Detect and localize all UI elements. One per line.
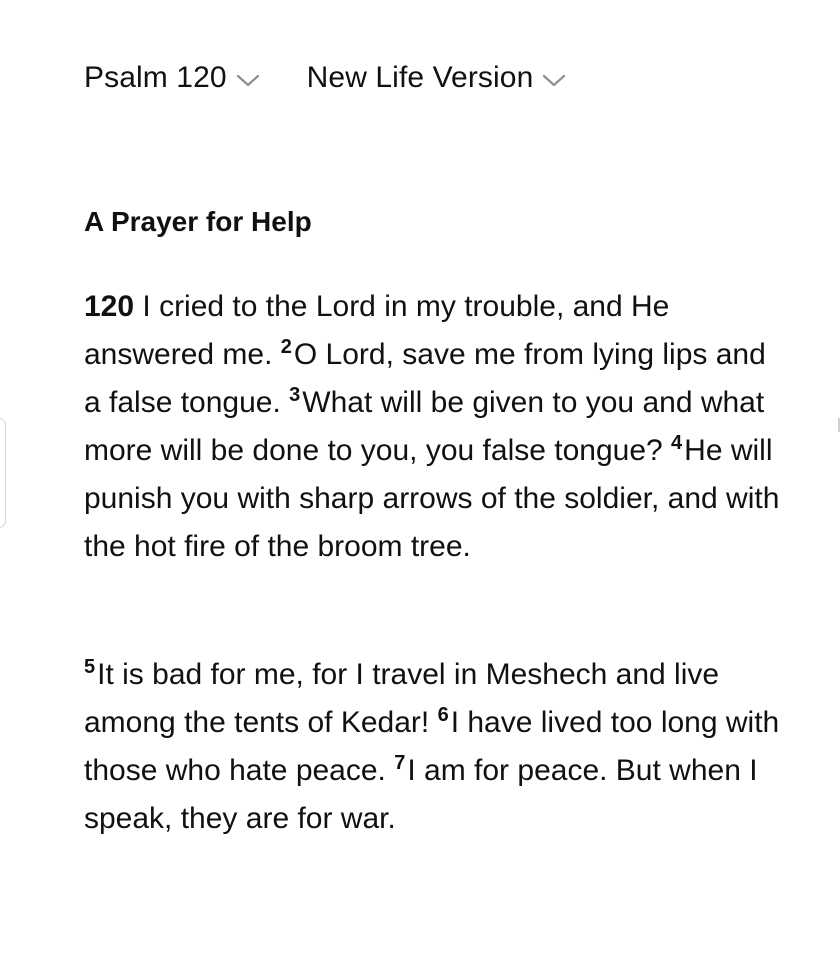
verse-number: 3 bbox=[289, 384, 301, 406]
chapter-selector[interactable] bbox=[84, 61, 261, 95]
verse-text[interactable]: I cried to the Lord in my trouble, and He answered me. bbox=[84, 290, 670, 371]
verse-text[interactable]: O Lord, save me from lying lips and a false tongue. bbox=[84, 338, 766, 419]
verse-number: 4 bbox=[671, 432, 683, 454]
verse-text[interactable]: I have lived too long with those who hate peace. bbox=[84, 706, 780, 787]
scripture-paragraph bbox=[84, 283, 784, 571]
verse-number: 5 bbox=[84, 656, 96, 678]
scripture-paragraph bbox=[84, 651, 784, 843]
verse-number: 7 bbox=[394, 752, 406, 774]
chevron-down-icon bbox=[541, 73, 567, 89]
verse-text[interactable]: It is bad for me, for I travel in Meshech and live among the tents of Kedar! bbox=[84, 658, 720, 739]
verse-text[interactable]: I am for peace. But when I speak, they are for war. bbox=[84, 754, 758, 835]
section-heading: A Prayer for Help bbox=[84, 206, 312, 237]
reader-header bbox=[84, 56, 567, 100]
side-panel-handle[interactable] bbox=[0, 418, 6, 528]
chevron-down-icon bbox=[235, 73, 261, 89]
verse-number: 2 bbox=[280, 336, 292, 358]
version-selector-label: New Life Version bbox=[306, 61, 534, 94]
verse-text[interactable]: He will punish you with sharp arrows of the soldier, and with the hot fire of the broom tree. bbox=[84, 434, 780, 563]
chapter-number: 120 bbox=[84, 290, 135, 323]
chapter-selector-label: Psalm 120 bbox=[84, 61, 227, 94]
version-selector[interactable] bbox=[307, 61, 568, 95]
verse-text[interactable]: What will be given to you and what more will be done to you, you false tongue? bbox=[84, 386, 765, 467]
verse-number: 6 bbox=[437, 704, 449, 726]
